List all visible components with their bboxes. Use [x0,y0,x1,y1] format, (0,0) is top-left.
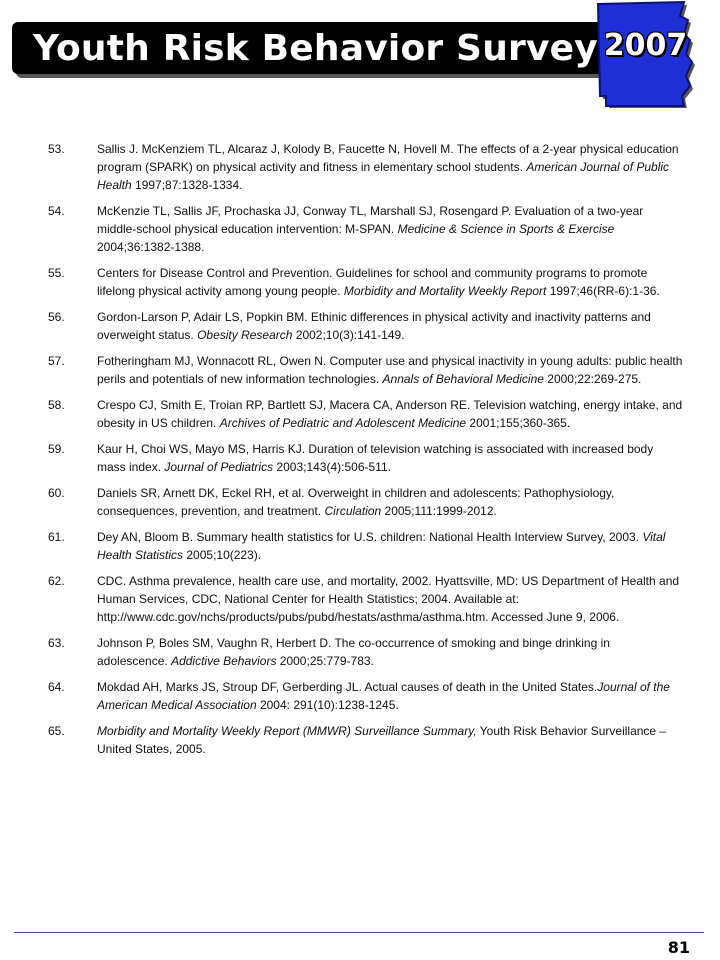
reference-number: 55. [48,266,65,280]
reference-text: Fotheringham MJ, Wonnacott RL, Owen N. Computer use and physical inactivity in young adults: public health perils and potentials of new information technologies. [97,354,683,386]
reference-journal: Annals of Behavioral Medicine [382,372,544,386]
reference-journal: American Journal of Public Health [97,160,670,192]
reference-journal: Archives of Pediatric and Adolescent Medicine [219,416,467,430]
reference-citation: Youth Risk Behavior Surveillance – United States, 2005. [97,724,667,756]
reference-number: 61. [48,530,65,544]
reference-number: 63. [48,636,65,650]
reference-item [48,264,683,300]
reference-list [48,140,683,766]
reference-number: 62. [48,574,65,588]
reference-citation: 2004;36:1382-1388. [97,240,205,254]
reference-item [48,352,683,388]
reference-text: Daniels SR, Arnett DK, Eckel RH, et al. Overweight in children and adolescents: Pathophysiology, consequences, prevention, and treatment. [97,486,615,518]
reference-journal: Medicine & Science in Sports & Exercise [397,222,615,236]
reference-text: CDC. Asthma prevalence, health care use, and mortality, 2002. Hyattsville, MD: US Department of Health and Human Services, CDC, National Center for Health Statistics; 2004. Available at: http://www.cdc.gov/nchs/products/pubs/pubd/hestats/asthma/asthma.htm. Accessed June 9, 2006. [97,574,680,624]
reference-journal: Journal of the American Medical Association [97,680,670,712]
page-title: Youth Risk Behavior Survey [33,28,598,69]
reference-journal: Obesity Research [197,328,293,342]
reference-text: McKenzie TL, Sallis JF, Prochaska JJ, Conway TL, Marshall SJ, Rosengard P. Evaluation of a two-year middle-school physical education intervention: M-SPAN. [97,204,644,236]
reference-journal: Circulation [324,504,382,518]
reference-number: 53. [48,142,65,156]
reference-number: 65. [48,724,65,738]
reference-citation: 2001;155;360-365. [466,416,571,430]
reference-item [48,140,683,194]
reference-item [48,202,683,256]
reference-number: 57. [48,354,65,368]
reference-text: Johnson P, Boles SM, Vaughn R, Herbert D. The co-occurrence of smoking and binge drinking in adolescence. [97,636,610,668]
reference-item [48,634,683,670]
reference-text: Centers for Disease Control and Prevention. Guidelines for school and community programs to promote lifelong physical activity among young people. [97,266,648,298]
reference-citation: 2000;25:779-783. [276,654,374,668]
reference-citation: 1997;87:1328-1334. [131,178,243,192]
reference-citation: 2005;10(223). [183,548,262,562]
reference-journal: Morbidity and Mortality Weekly Report [343,284,547,298]
reference-text: Mokdad AH, Marks JS, Stroup DF, Gerberding JL. Actual causes of death in the United States. [97,680,598,694]
reference-citation: 2005;111:1999-2012. [381,504,497,518]
reference-citation: 2003;143(4):506-511. [273,460,391,474]
reference-citation: 1997;46(RR-6):1-36. [546,284,660,298]
reference-number: 60. [48,486,65,500]
reference-text: Crespo CJ, Smith E, Troian RP, Bartlett SJ, Macera CA, Anderson RE. Television watching, energy intake, and obesity in US children. [97,398,683,430]
reference-journal: Vital Health Statistics [97,530,666,562]
reference-text: Kaur H, Choi WS, Mayo MS, Harris KJ. Duration of television watching is associated with increased body mass index. [97,442,654,474]
page-number: 81 [667,938,690,957]
reference-item [48,572,683,626]
reference-number: 58. [48,398,65,412]
reference-number: 59. [48,442,65,456]
reference-journal: Journal of Pediatrics [164,460,274,474]
reference-number: 64. [48,680,65,694]
reference-item [48,528,683,564]
reference-journal: Addictive Behaviors [171,654,277,668]
reference-item [48,440,683,476]
year-label: 2007 [603,28,688,63]
reference-item [48,484,683,520]
reference-citation: 2004: 291(10):1238-1245. [256,698,399,712]
reference-number: 54. [48,204,65,218]
reference-item [48,678,683,714]
reference-text: Gordon-Larson P, Adair LS, Popkin BM. Ethinic differences in physical activity and inactivity patterns and overweight status. [97,310,651,342]
reference-item [48,722,683,758]
reference-text: Dey AN, Bloom B. Summary health statistics for U.S. children: National Health Interview Survey, 2003. [97,530,643,544]
reference-journal: Morbidity and Mortality Weekly Report (MMWR) Surveillance Summary, [97,724,477,738]
reference-citation: 2000;22:269-275. [543,372,642,386]
reference-number: 56. [48,310,65,324]
reference-item [48,308,683,344]
footer-divider [14,932,704,933]
reference-text: Sallis J. McKenziem TL, Alcaraz J, Kolody B, Faucette N, Hovell M. The effects of a 2-year physical education program (SPARK) on physical activity and fitness in elementary school students. [97,142,679,174]
reference-citation: 2002;10(3):141-149. [292,328,405,342]
reference-item [48,396,683,432]
